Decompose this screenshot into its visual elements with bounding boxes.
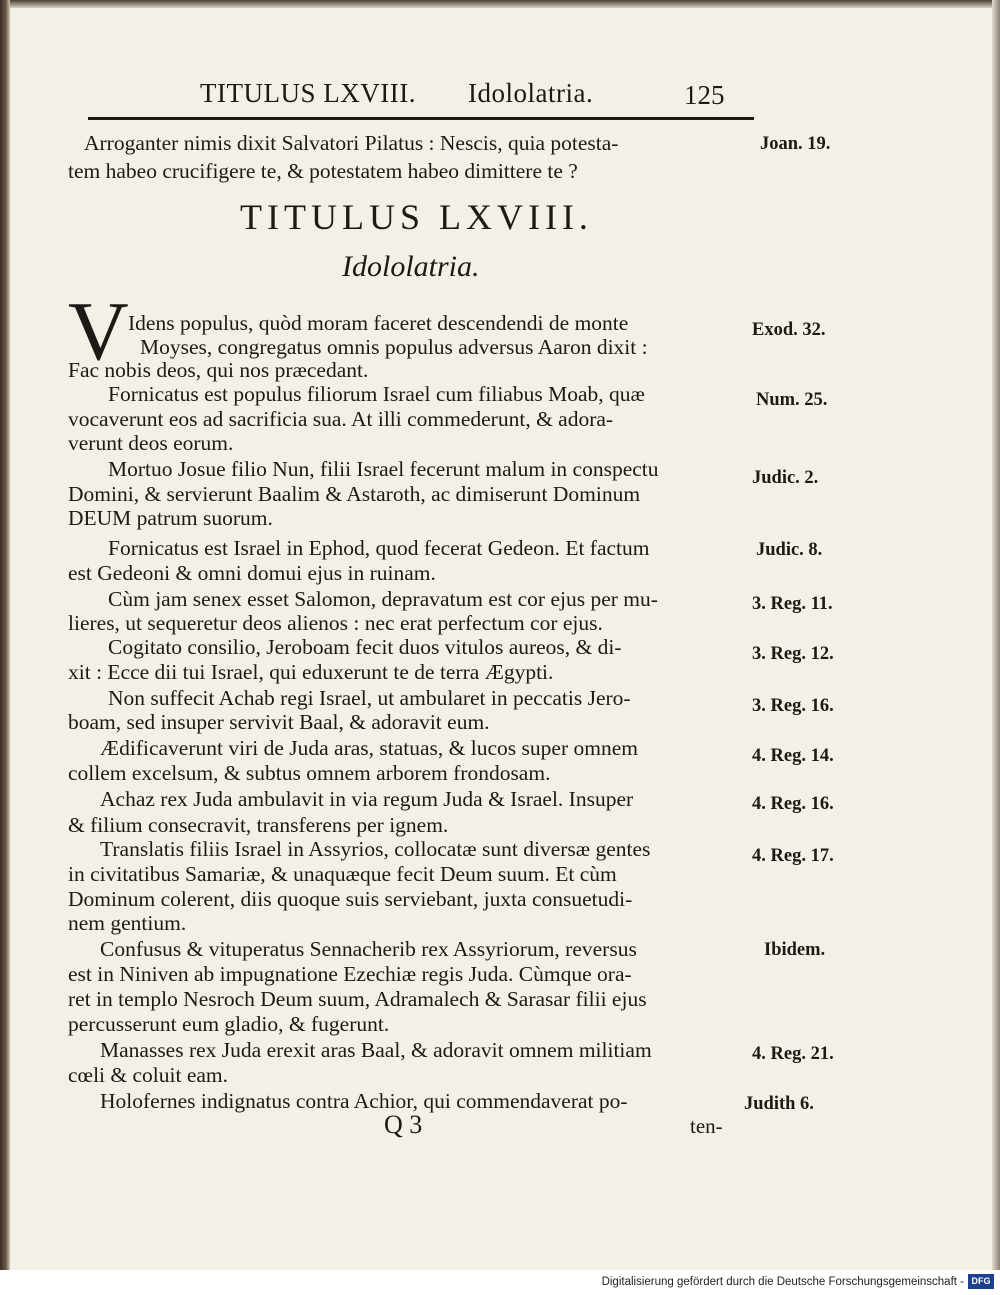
chapter-title: TITULUS LXVIII. [240, 197, 593, 237]
text-line: Fac nobis deos, qui nos præcedant. [68, 358, 369, 382]
funding-notice: Digitalisierung gefördert durch die Deutsche Forschungsgemeinschaft - [601, 1276, 964, 1288]
margin-reference: Num. 25. [756, 390, 828, 410]
signature-mark: Q 3 [384, 1110, 423, 1139]
text-line: percusserunt eum gladio, & fugerunt. [68, 1012, 390, 1036]
scan-edge-top [0, 0, 1000, 8]
margin-reference: Joan. 19. [760, 134, 831, 154]
text-line: Ædificaverunt viri de Juda aras, statuas, & lucos super omnem [100, 736, 638, 760]
text-line: collem excelsum, & subtus omnem arborem frondosam. [68, 761, 551, 785]
text-line: Cùm jam senex esset Salomon, depravatum est cor ejus per mu- [108, 587, 658, 611]
margin-reference: 4. Reg. 21. [752, 1044, 834, 1064]
text-line: lieres, ut sequeretur deos alienos : nec erat perfectum cor ejus. [68, 611, 603, 635]
text-line: & filium consecravit, transferens per ignem. [68, 813, 449, 837]
text-line: tem habeo crucifigere te, & potestatem habeo dimittere te ? [68, 159, 578, 183]
margin-reference: 4. Reg. 17. [752, 846, 834, 866]
margin-reference: Exod. 32. [752, 320, 826, 340]
text-line: Confusus & vituperatus Sennacherib rex Assyriorum, reversus [100, 937, 637, 961]
dfg-logo: DFG [968, 1274, 994, 1289]
margin-reference: Judith 6. [744, 1094, 814, 1114]
text-line: Moyses, congregatus omnis populus adversus Aaron dixit : [140, 335, 648, 359]
margin-reference: Judic. 2. [752, 468, 819, 488]
text-line: est in Niniven ab impugnatione Ezechiæ regis Juda. Cùmque ora- [68, 962, 632, 986]
text-line: boam, sed insuper servivit Baal, & adoravit eum. [68, 710, 490, 734]
margin-reference: 4. Reg. 14. [752, 746, 834, 766]
text-line: Domini, & servierunt Baalim & Astaroth, ac dimiserunt Dominum [68, 482, 641, 506]
text-line: in civitatibus Samariæ, & unaquæque fecit Deum suum. Et cùm [68, 862, 617, 886]
drop-cap: V [68, 285, 129, 378]
catchword: ten- [690, 1114, 723, 1138]
text-line: Mortuo Josue filio Nun, filii Israel fecerunt malum in conspectu [108, 457, 659, 481]
text-line: DEUM patrum suorum. [68, 506, 273, 530]
margin-reference: 3. Reg. 11. [752, 594, 833, 614]
text-line: nem gentium. [68, 911, 187, 935]
text-line: Fornicatus est Israel in Ephod, quod fecerat Gedeon. Et factum [108, 536, 650, 560]
margin-reference: 3. Reg. 16. [752, 696, 834, 716]
text-line: xit : Ecce dii tui Israel, qui eduxerunt te de terra Ægypti. [68, 660, 554, 684]
running-title: TITULUS LXVIII. [200, 78, 416, 108]
running-subject: Idololatria. [468, 78, 594, 108]
margin-reference: 3. Reg. 12. [752, 644, 834, 664]
text-line: Non suffecit Achab regi Israel, ut ambularet in peccatis Jero- [108, 686, 631, 710]
chapter-subtitle: Idololatria. [342, 250, 480, 283]
margin-reference: Judic. 8. [756, 540, 823, 560]
text-line: Idens populus, quòd moram faceret descendendi de monte [128, 311, 629, 335]
text-line: verunt deos eorum. [68, 431, 234, 455]
text-line: est Gedeoni & omni domui ejus in ruinam. [68, 561, 436, 585]
text-line: Translatis filiis Israel in Assyrios, collocatæ sunt diversæ gentes [100, 837, 651, 861]
text-line: Dominum colerent, diis quoque suis serviebant, juxta consuetudi- [68, 887, 633, 911]
text-line: Achaz rex Juda ambulavit in via regum Juda & Israel. Insuper [100, 787, 634, 811]
scan-edge-right [992, 0, 1000, 1270]
text-line: Cogitato consilio, Jeroboam fecit duos vitulos aureos, & di- [108, 635, 622, 659]
text-line: Holofernes indignatus contra Achior, qui commendaverat po- [100, 1089, 628, 1113]
text-line: cœli & coluit eam. [68, 1063, 229, 1087]
text-line: Fornicatus est populus filiorum Israel cum filiabus Moab, quæ [108, 382, 645, 406]
text-line: ret in templo Nesroch Deum suum, Adramalech & Sarasar filii ejus [68, 987, 647, 1011]
text-line: Arroganter nimis dixit Salvatori Pilatus : Nescis, quia potesta- [84, 131, 619, 155]
scan-edge-left [0, 0, 10, 1270]
text-line: Manasses rex Juda erexit aras Baal, & adoravit omnem militiam [100, 1038, 652, 1062]
header-rule [88, 117, 754, 120]
margin-reference: 4. Reg. 16. [752, 794, 834, 814]
page-number: 125 [684, 80, 725, 110]
text-line: vocaverunt eos ad sacrificia sua. At illi commederunt, & adora- [68, 407, 614, 431]
margin-reference: Ibidem. [764, 940, 826, 960]
